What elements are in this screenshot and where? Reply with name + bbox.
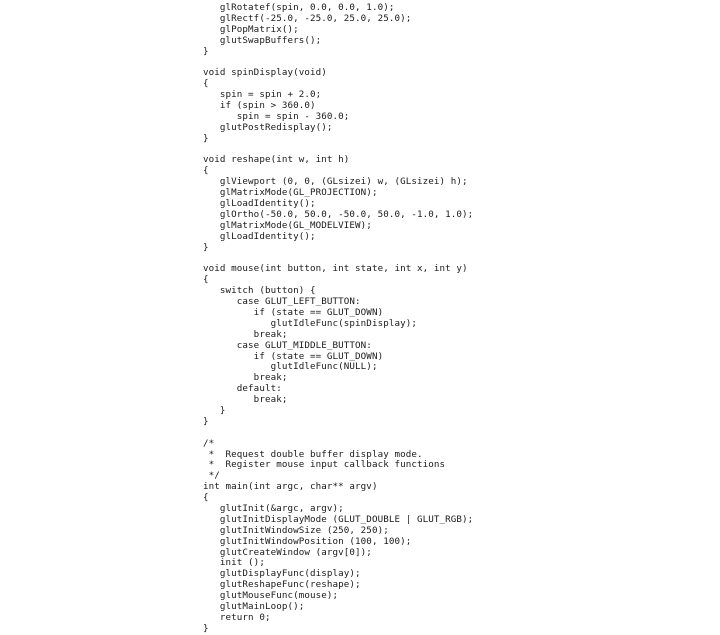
- code-line: glutReshapeFunc(reshape);: [203, 579, 361, 591]
- code-line: glRectf(-25.0, -25.0, 25.0, 25.0);: [203, 12, 412, 24]
- code-line: [203, 428, 503, 439]
- code-line: break;: [203, 394, 288, 406]
- code-line: glutInitWindowSize (250, 250);: [203, 524, 389, 536]
- code-line: return 0;: [203, 611, 271, 623]
- code-line: glutSwapBuffers();: [203, 34, 322, 46]
- code-line: break;: [203, 372, 288, 384]
- code-line: }: [203, 241, 209, 253]
- code-line: int main(int argc, char** argv): [203, 481, 378, 493]
- code-line: void reshape(int w, int h): [203, 154, 350, 166]
- code-line: glLoadIdentity();: [203, 230, 316, 242]
- code-line: default:: [203, 383, 282, 395]
- code-line: case GLUT_LEFT_BUTTON:: [203, 296, 361, 308]
- code-line: {: [203, 492, 209, 504]
- code-line: glutMouseFunc(mouse);: [203, 590, 339, 602]
- code-line: {: [203, 165, 209, 177]
- code-line: }: [203, 404, 226, 416]
- code-line: glutCreateWindow (argv[0]);: [203, 546, 372, 558]
- code-line: spin = spin - 360.0;: [203, 110, 350, 122]
- code-line: }: [203, 132, 209, 144]
- code-line: init ();: [203, 557, 265, 569]
- code-line: glutInitDisplayMode (GLUT_DOUBLE | GLUT_RGB);: [203, 513, 474, 525]
- code-line: * Register mouse input callback functions: [203, 459, 446, 471]
- code-line: }: [203, 622, 209, 634]
- code-line: {: [203, 274, 209, 286]
- code-line: glutPostRedisplay();: [203, 121, 333, 133]
- code-line: glutDisplayFunc(display);: [203, 568, 361, 580]
- code-line: void mouse(int button, int state, int x, int y): [203, 263, 468, 275]
- code-line: */: [203, 470, 220, 482]
- code-line: }: [203, 415, 209, 427]
- code-line: glMatrixMode(GL_MODELVIEW);: [203, 219, 372, 231]
- code-line: glutMainLoop();: [203, 600, 305, 612]
- code-line: case GLUT_MIDDLE_BUTTON:: [203, 339, 372, 351]
- code-line: void spinDisplay(void): [203, 67, 327, 79]
- code-line: glMatrixMode(GL_PROJECTION);: [203, 187, 378, 199]
- code-line: glutInit(&argc, argv);: [203, 502, 344, 514]
- code-line: }: [203, 45, 209, 57]
- code-line: switch (button) {: [203, 285, 316, 297]
- code-line: glRotatef(spin, 0.0, 0.0, 1.0);: [203, 2, 395, 13]
- code-line: glutIdleFunc(spinDisplay);: [203, 317, 417, 329]
- code-line: glOrtho(-50.0, 50.0, -50.0, 50.0, -1.0, 1.0);: [203, 208, 474, 220]
- code-line: if (spin > 360.0): [203, 100, 316, 112]
- code-line: glPopMatrix();: [203, 23, 299, 35]
- code-line: spin = spin + 2.0;: [203, 89, 322, 101]
- code-line: if (state == GLUT_DOWN): [203, 306, 384, 318]
- code-line: glutIdleFunc(NULL);: [203, 361, 378, 373]
- code-line: /*: [203, 437, 215, 449]
- code-line: * Request double buffer display mode.: [203, 448, 423, 460]
- code-line: glLoadIdentity();: [203, 198, 316, 210]
- code-line: break;: [203, 328, 288, 340]
- code-line: glViewport (0, 0, (GLsizei) w, (GLsizei) h);: [203, 176, 468, 188]
- code-line: glutInitWindowPosition (100, 100);: [203, 535, 412, 547]
- code-line: if (state == GLUT_DOWN): [203, 350, 384, 362]
- code-line: {: [203, 78, 209, 90]
